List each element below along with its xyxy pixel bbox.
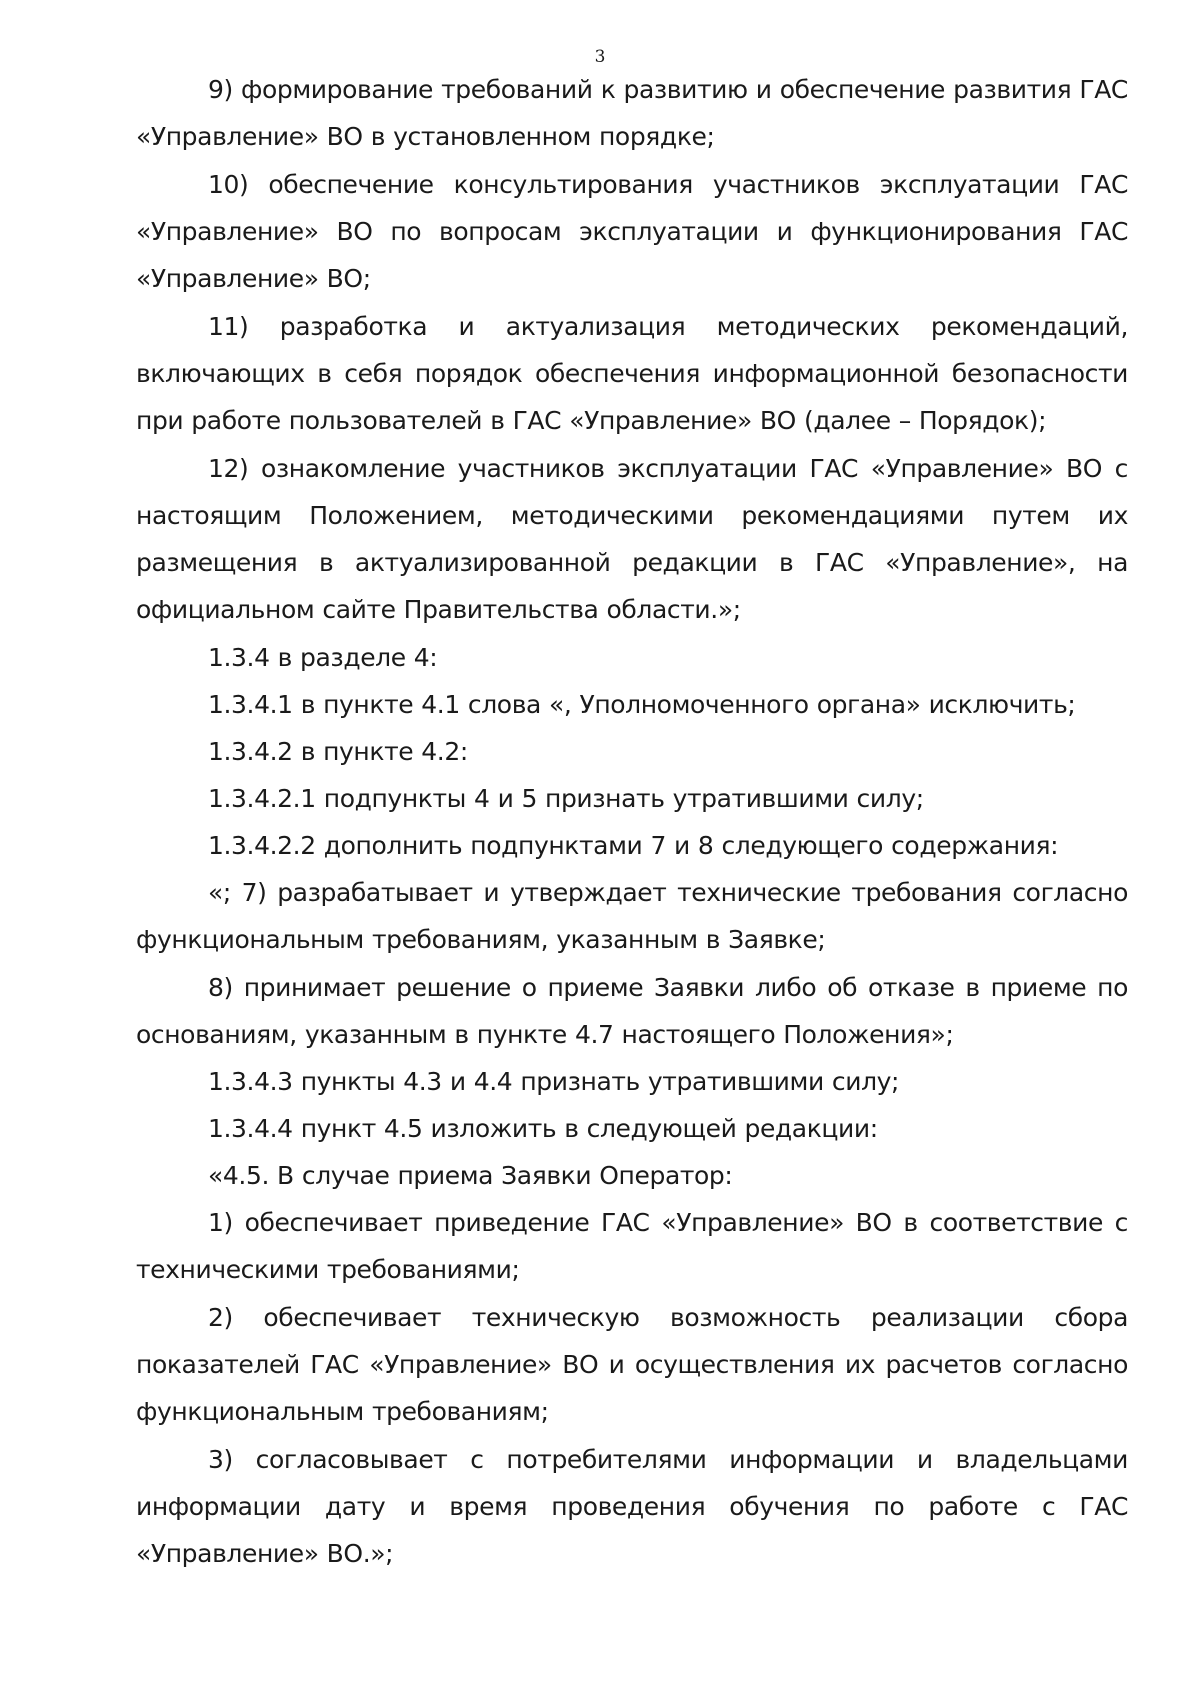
item-2-technical-capability: 2) обеспечивает техническую возможность реализации сбора показателей ГАС «Управление» ВО и осуществления их расчетов согласно функциональным требованиям; <box>136 1303 1128 1426</box>
document-body <box>136 66 1128 1577</box>
page-number: 3 <box>594 47 606 67</box>
clause-1-3-4-1: 1.3.4.1 в пункте 4.1 слова «, Уполномоченного органа» исключить; <box>208 690 1076 719</box>
paragraph-10-consulting: 10) обеспечение консультирования участников эксплуатации ГАС «Управление» ВО по вопросам эксплуатации и функционирования ГАС «Управление» ВО; <box>136 170 1128 293</box>
paragraph-11-method-recommendations: 11) разработка и актуализация методических рекомендаций, включающих в себя порядок обеспечения информационной безопасности при работе пользователей в ГАС «Управление» ВО (далее – Порядок); <box>136 312 1128 435</box>
clause-4-5-heading: «4.5. В случае приема Заявки Оператор: <box>208 1161 733 1190</box>
clause-1-3-4: 1.3.4 в разделе 4: <box>208 643 438 672</box>
subclause-8-application-decision: 8) принимает решение о приеме Заявки либо об отказе в приеме по основаниям, указанным в пункте 4.7 настоящего Положения»; <box>136 973 1128 1049</box>
clause-1-3-4-2: 1.3.4.2 в пункте 4.2: <box>208 737 468 766</box>
paragraph-9-requirements-development: 9) формирование требований к развитию и обеспечение развития ГАС «Управление» ВО в установленном порядке; <box>136 75 1128 151</box>
subclause-7-technical-requirements: «; 7) разрабатывает и утверждает технические требования согласно функциональным требованиям, указанным в Заявке; <box>136 878 1128 954</box>
item-1-compliance: 1) обеспечивает приведение ГАС «Управление» ВО в соответствие с техническими требованиями; <box>136 1208 1128 1284</box>
clause-1-3-4-2-2: 1.3.4.2.2 дополнить подпунктами 7 и 8 следующего содержания: <box>208 831 1059 860</box>
clause-1-3-4-3: 1.3.4.3 пункты 4.3 и 4.4 признать утратившими силу; <box>208 1067 900 1096</box>
item-3-training-agreement: 3) согласовывает с потребителями информации и владельцами информации дату и время проведения обучения по работе с ГАС «Управление» ВО.»; <box>136 1445 1128 1568</box>
clause-1-3-4-2-1: 1.3.4.2.1 подпункты 4 и 5 признать утратившими силу; <box>208 784 924 813</box>
paragraph-12-familiarization: 12) ознакомление участников эксплуатации ГАС «Управление» ВО с настоящим Положением, методическими рекомендациями путем их размещения в актуализированной редакции в ГАС «Управление», на официальном сайте Правительства области.»; <box>136 454 1128 624</box>
clause-1-3-4-4: 1.3.4.4 пункт 4.5 изложить в следующей редакции: <box>208 1114 878 1143</box>
